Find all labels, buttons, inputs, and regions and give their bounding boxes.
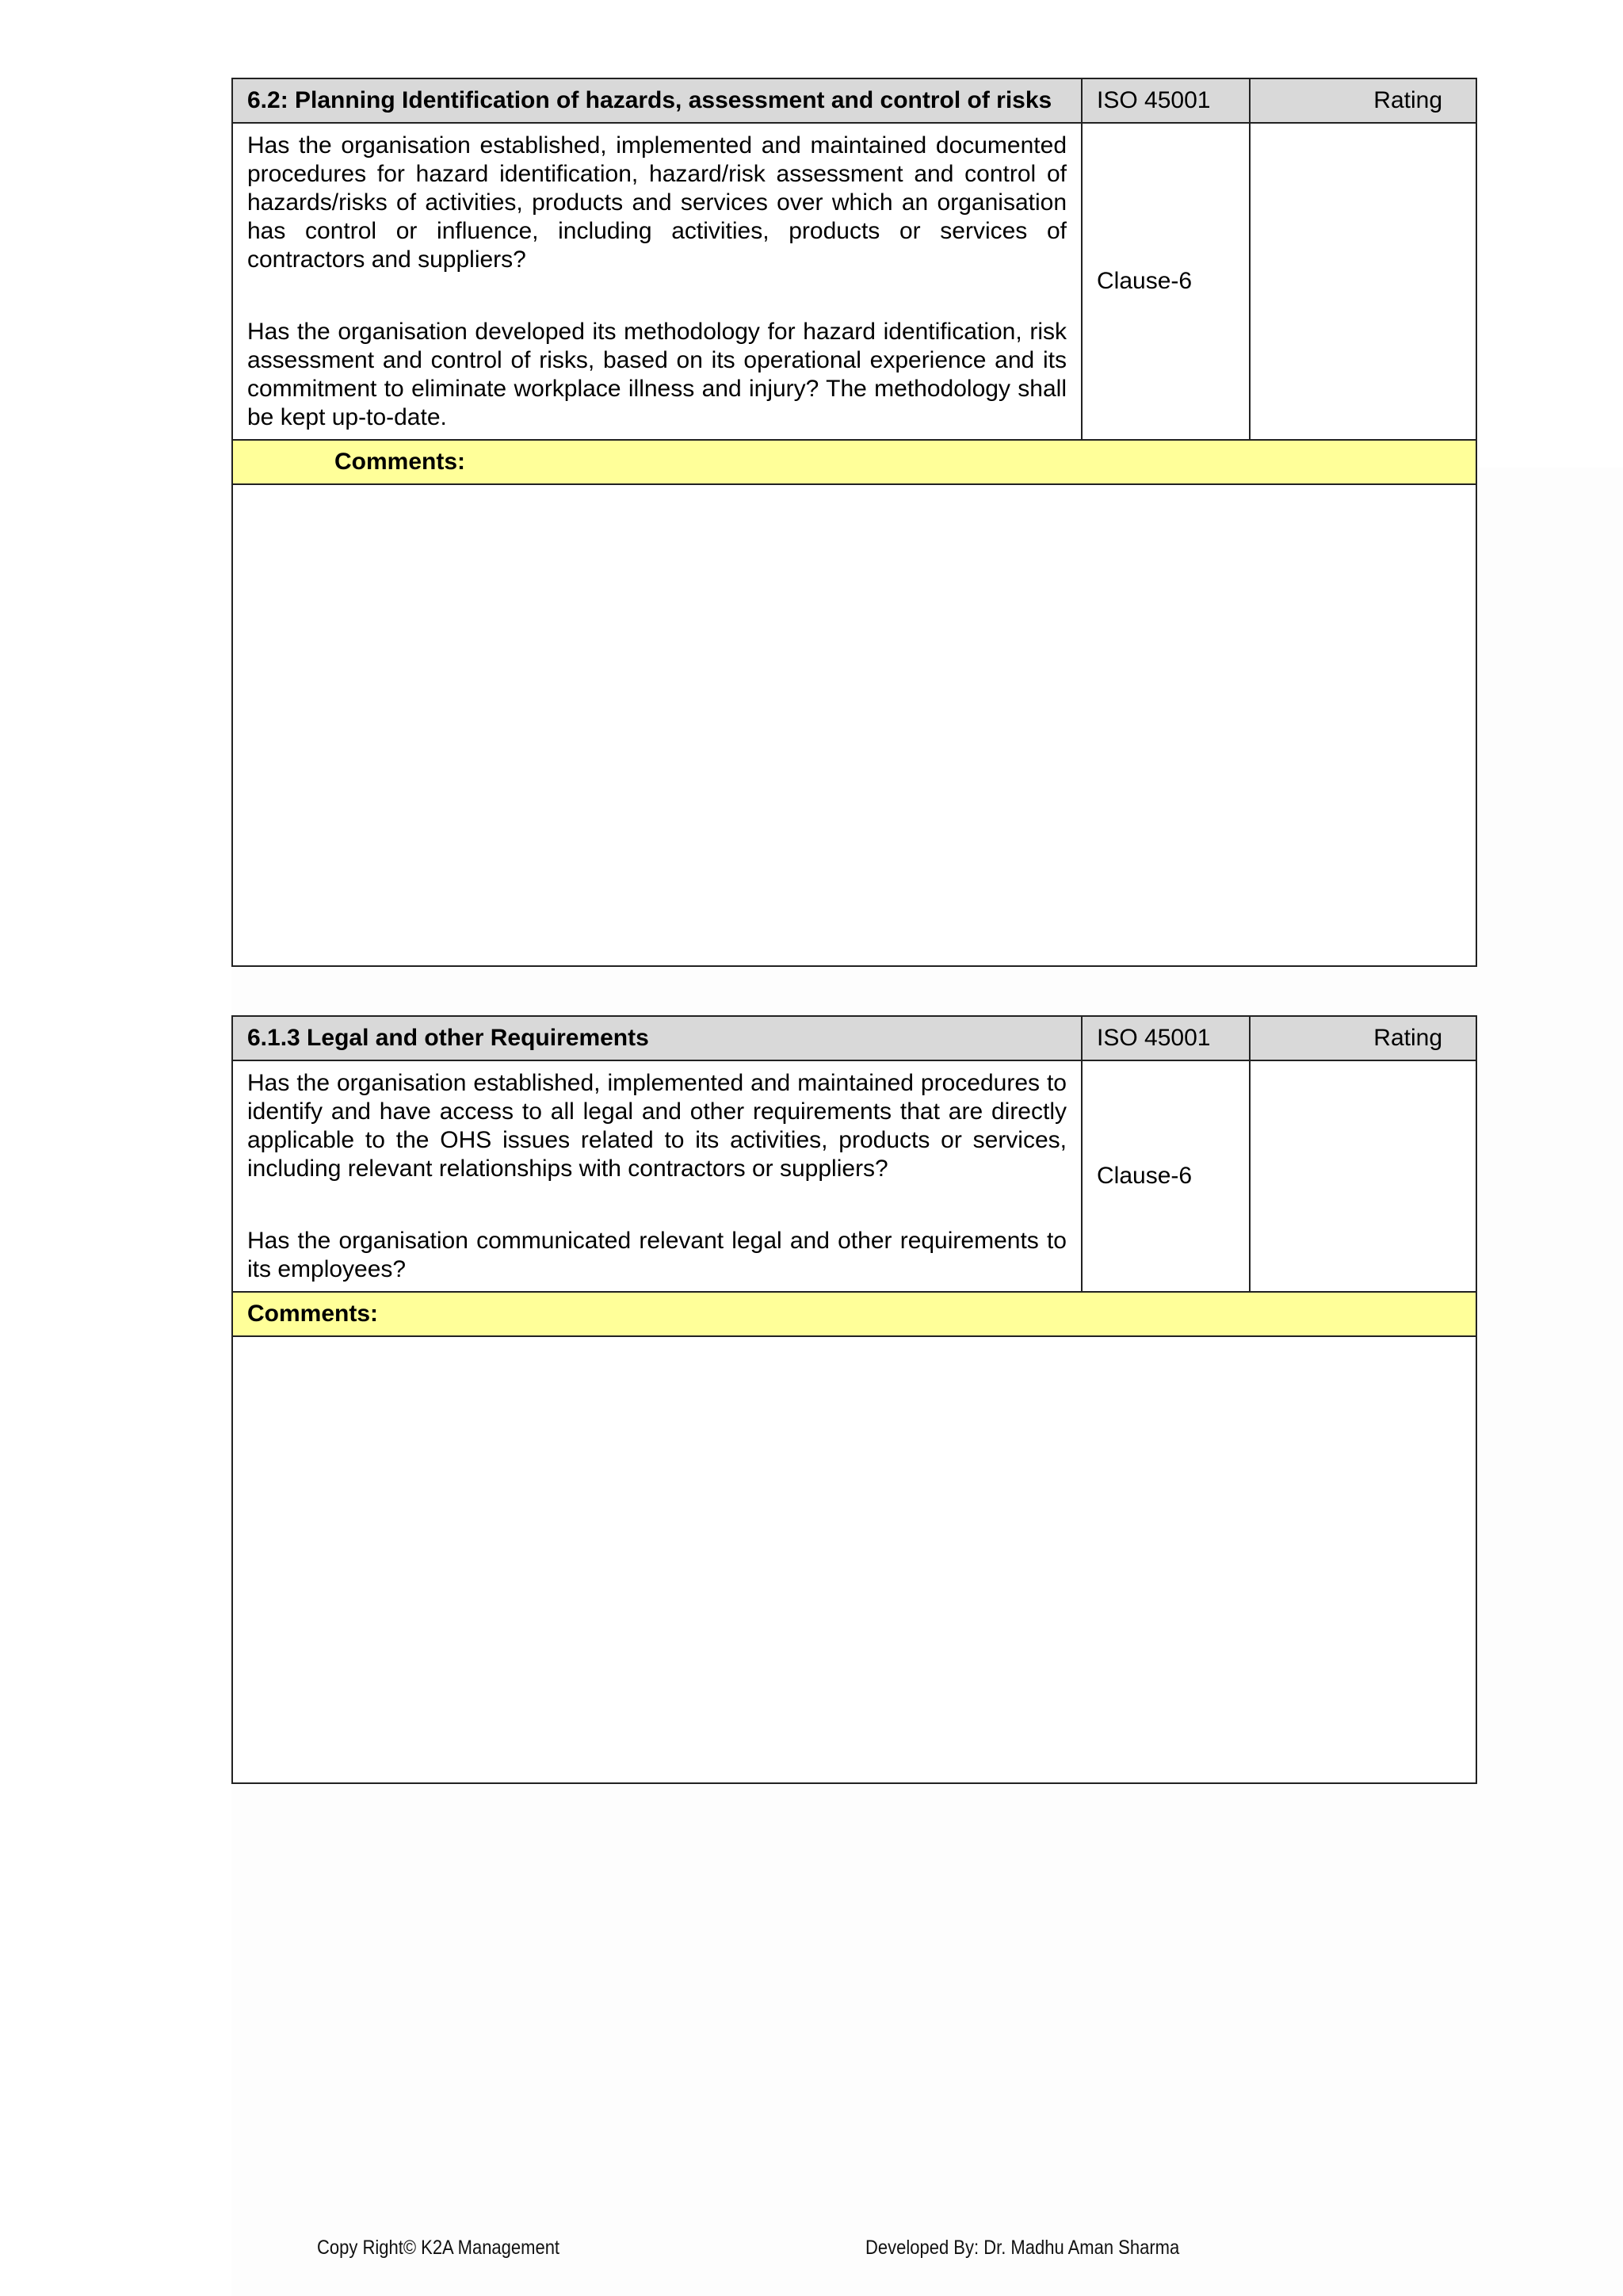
rating-header: Rating <box>1250 78 1476 123</box>
standard-label: ISO 45001 <box>1082 1016 1250 1060</box>
question-text: Has the organisation communicated relevant legal and other requirements to its employees? <box>247 1228 1067 1282</box>
comments-input-area[interactable] <box>232 1336 1476 1783</box>
section-title: 6.2: Planning Identification of hazards, assessment and control of risks <box>232 78 1082 123</box>
clause-reference: Clause-6 <box>1082 123 1250 440</box>
rating-header: Rating <box>1250 1016 1476 1060</box>
section-header-row <box>232 78 1476 123</box>
standard-label: ISO 45001 <box>1082 78 1250 123</box>
audit-section-planning-hazards <box>231 78 1477 967</box>
clause-reference: Clause-6 <box>1082 1060 1250 1292</box>
question-row <box>232 123 1476 440</box>
comments-area-row <box>232 1336 1476 1783</box>
comments-label: Comments: <box>232 1292 1476 1336</box>
rating-input-cell[interactable] <box>1250 123 1476 440</box>
question-row <box>232 1060 1476 1292</box>
comments-label-row <box>232 440 1476 484</box>
question-text: Has the organisation developed its methodology for hazard identification, risk assessment and control of risks, based on its operational experience and its commitment to eliminate workplace illness and injury? The methodology shall be kept up-to-date. <box>247 319 1067 430</box>
question-cell <box>232 123 1082 440</box>
section-header-row <box>232 1016 1476 1060</box>
footer-copyright: Copy Right© K2A Management <box>317 2237 560 2259</box>
question-text: Has the organisation established, implemented and maintained procedures to identify and have access to all legal and other requirements that are directly applicable to the OHS issues related to its activities, products or services, including relevant relationships with contractors or suppliers? <box>247 1070 1067 1182</box>
footer-developer: Developed By: Dr. Madhu Aman Sharma <box>865 2237 1180 2259</box>
comments-label: Comments: <box>232 440 1476 484</box>
section-title: 6.1.3 Legal and other Requirements <box>232 1016 1082 1060</box>
rating-input-cell[interactable] <box>1250 1060 1476 1292</box>
comments-area-row <box>232 484 1476 966</box>
comments-label-row <box>232 1292 1476 1336</box>
question-cell <box>232 1060 1082 1292</box>
comments-input-area[interactable] <box>232 484 1476 966</box>
audit-section-legal-requirements <box>231 1015 1477 1784</box>
question-text: Has the organisation established, implemented and maintained documented procedures for hazard identification, hazard/risk assessment and control of hazards/risks of activities, products and services over which an organisation has control or influence, including activities, products or services of contractors and suppliers? <box>247 132 1067 273</box>
